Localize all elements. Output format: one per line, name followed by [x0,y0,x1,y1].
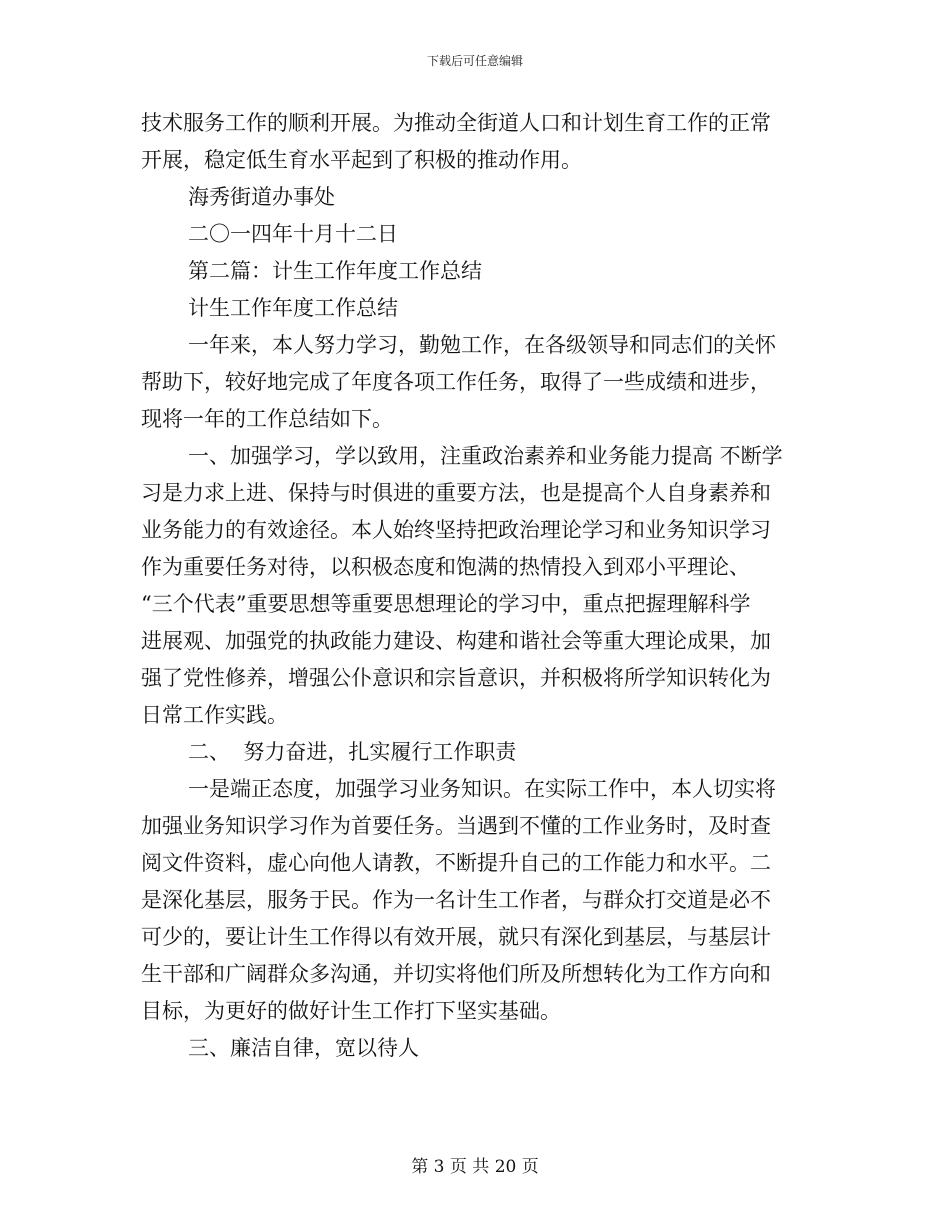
document-title: 计生工作年度工作总结 [188,296,398,320]
text-line: 加强业务知识学习作为首要任务。当遇到不懂的工作业务时，及时查 [141,814,771,838]
text-line: 作为重要任务对待，以积极态度和饱满的热情投入到邓小平理论、 [141,555,750,579]
text-line: 强了党性修养，增强公仆意识和宗旨意识，并积极将所学知识转化为 [141,666,771,690]
text-line: 开展，稳定低生育水平起到了积极的推动作用。 [141,148,582,172]
text-line: 业务能力的有效途径。本人始终坚持把政治理论学习和业务知识学习 [141,518,771,542]
text-line: 可少的，要让计生工作得以有效开展，就只有深化到基层，与基层计 [141,925,771,949]
signature-org: 海秀街道办事处 [188,185,335,209]
page-header: 下载后可任意编辑 [426,54,523,68]
heading-three: 三、廉洁自律，宽以待人 [188,1036,419,1060]
text-line: 目标，为更好的做好计生工作打下坚实基础。 [141,999,561,1023]
section-title: 第二篇：计生工作年度工作总结 [188,259,482,283]
heading-two: 二、 努力奋进，扎实履行工作职责 [188,740,517,764]
page-number: 第 3 页 共 20 页 [411,1157,539,1177]
text-line: 帮助下，较好地完成了年度各项工作任务，取得了一些成绩和进步， [141,370,771,394]
text-line: 进展观、加强党的执政能力建设、构建和谐社会等重大理论成果，加 [141,629,771,653]
text-line: 日常工作实践。 [141,703,288,727]
text-line: 现将一年的工作总结如下。 [141,407,393,431]
signature-date: 二〇一四年十月十二日 [188,222,398,246]
text-line: 是深化基层，服务于民。作为一名计生工作者，与群众打交道是必不 [141,888,771,912]
text-line: 一年来，本人努力学习，勤勉工作，在各级领导和同志们的关怀 [188,333,776,357]
text-line: 阅文件资料，虚心向他人请教，不断提升自己的工作能力和水平。二 [141,851,771,875]
text-line: 习是力求上进、保持与时俱进的重要方法，也是提高个人自身素养和 [141,481,771,505]
text-line: 技术服务工作的顺利开展。为推动全街道人口和计划生育工作的正常 [141,111,771,135]
document-body [141,105,809,1067]
text-line: 生干部和广阔群众多沟通，并切实将他们所及所想转化为工作方向和 [141,962,771,986]
text-line: 一是端正态度，加强学习业务知识。在实际工作中，本人切实将 [188,777,776,801]
heading-one: 一、加强学习，学以致用，注重政治素养和业务能力提高 不断学 [188,444,783,468]
text-line: “三个代表”重要思想等重要思想理论的学习中，重点把握理解科学 [141,592,751,616]
